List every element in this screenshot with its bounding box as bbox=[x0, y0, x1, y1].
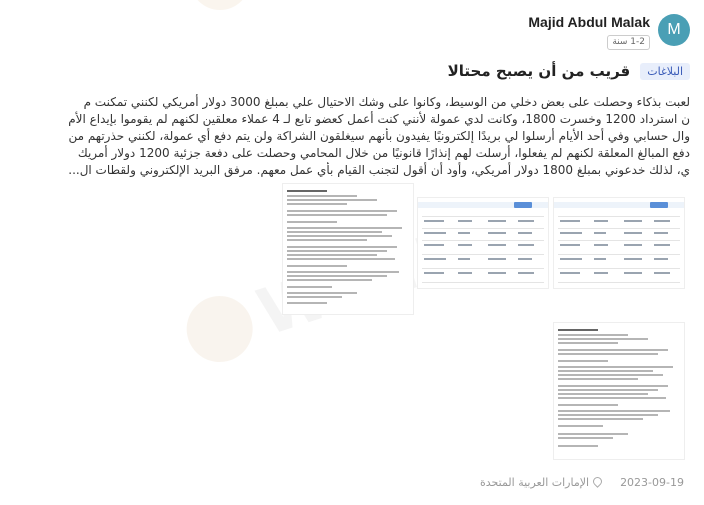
category-tag[interactable]: البلاغات bbox=[640, 63, 690, 80]
body-line: لعبت بذكاء وحصلت على بعض دخلي من الوسيط، وكانوا على وشك الاحتيال علي بمبلغ 3000 دولار أمريكي لكنني تمكنت م bbox=[83, 95, 690, 109]
location bbox=[480, 476, 602, 489]
watermark-logo-icon bbox=[178, 287, 261, 370]
attachment-image-3[interactable] bbox=[553, 197, 685, 289]
location-label: الإمارات العربية المتحدة bbox=[479, 476, 590, 489]
post-title[interactable]: قريب من أن يصبح محتالا bbox=[447, 62, 631, 80]
post-date: 2023-09-19 bbox=[620, 476, 684, 489]
post-footer bbox=[480, 476, 684, 489]
body-line: وال حسابي وفي أحد الأيام أرسلوا لي بريدًا إلكترونيًا يفيدون بأنهم سيغلقون الشراكة ولن يتم دفع أي عمولة، لكنني حذرتهم من bbox=[68, 129, 690, 143]
experience-badge: 1-2 سنة bbox=[607, 35, 650, 50]
user-name[interactable]: Majid Abdul Malak bbox=[528, 14, 650, 30]
body-line: ن استرداد 1200 وخسرت 1800، وكانت لدي عمولة لأنني كنت أعمل كعضو تابع لـ 4 عملاء معلقين لكنهم لم يقوموا بإيداع الأم bbox=[68, 112, 690, 126]
post-header bbox=[528, 12, 690, 50]
body-line: دفع المبالغ المعلقة لكنهم لم يفعلوا، أرسلت لهم إنذارًا قانونيًا من خلال المحامي وحصلت على دفعة جزئية 1200 دولار أمريك bbox=[77, 146, 690, 160]
attachment-image-4[interactable] bbox=[553, 322, 685, 460]
watermark-shape bbox=[190, 0, 250, 10]
attachment-image-1[interactable] bbox=[282, 183, 414, 315]
location-pin-icon bbox=[593, 477, 602, 488]
user-meta bbox=[528, 12, 650, 50]
post-body[interactable] bbox=[18, 94, 690, 178]
attachment-image-2[interactable] bbox=[417, 197, 549, 289]
title-row bbox=[448, 62, 690, 80]
avatar[interactable]: M bbox=[658, 14, 690, 46]
body-line: ي، لذلك خدعوني بمبلغ 1800 دولار أمريكي، وأود أن أقول لتجنب القيام بأي عمل معهم. مرفق البريد الإلكتروني ولقطات ال... bbox=[68, 163, 690, 177]
